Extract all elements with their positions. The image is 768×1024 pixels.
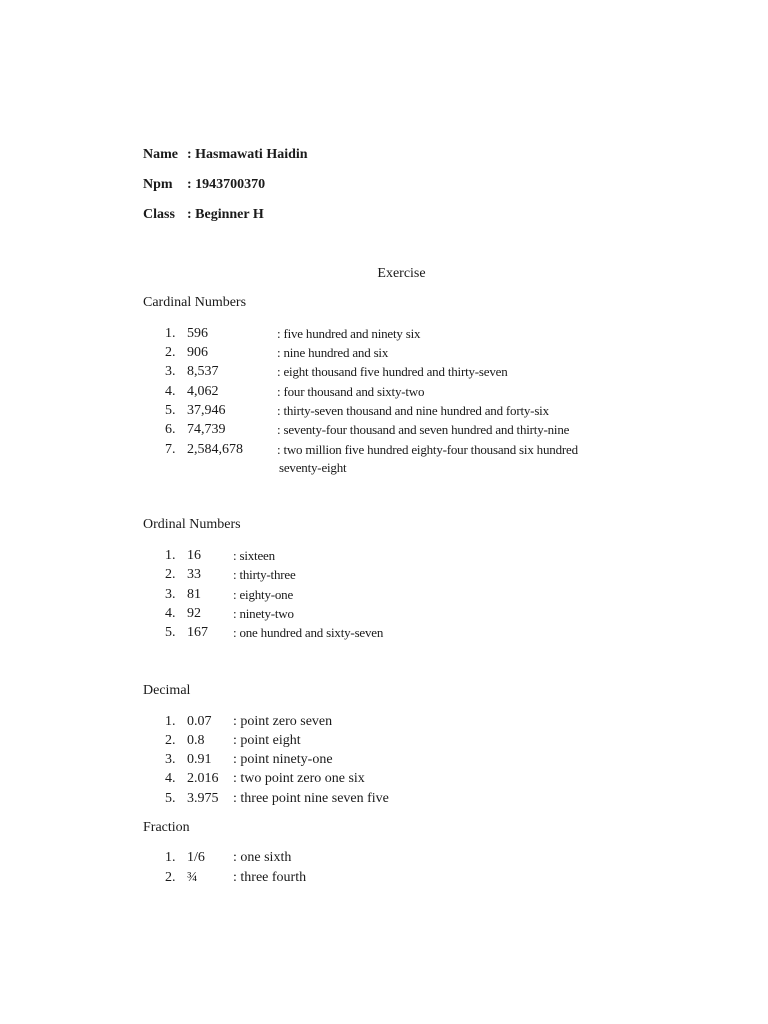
item-number: 2. <box>165 345 176 360</box>
item-value: 92 <box>187 606 201 621</box>
item-value: 33 <box>187 567 201 582</box>
item-number: 7. <box>165 442 176 457</box>
name-row <box>143 147 308 163</box>
item-number: 2. <box>165 567 176 582</box>
name-label: Name <box>143 147 178 162</box>
item-number: 4. <box>165 606 176 621</box>
item-number: 6. <box>165 422 176 437</box>
item-value: 2,584,678 <box>187 442 243 457</box>
ordinal-section-title: Ordinal Numbers <box>143 517 241 532</box>
item-value: 167 <box>187 625 208 640</box>
item-description: : point eight <box>233 733 301 748</box>
item-number: 5. <box>165 625 176 640</box>
item-description: : thirty-three <box>233 567 296 582</box>
item-description: : two million five hundred eighty-four thousand six hundred <box>277 442 578 457</box>
item-description: : point zero seven <box>233 714 333 729</box>
npm-row <box>143 177 266 193</box>
item-description: : one hundred and sixty-seven <box>233 625 384 640</box>
npm-value: : 1943700370 <box>187 177 266 192</box>
item-value: 3.975 <box>187 791 219 806</box>
item-number: 1. <box>165 850 176 865</box>
item-number: 5. <box>165 403 176 418</box>
item-description: : five hundred and ninety six <box>277 326 421 341</box>
decimal-section-title: Decimal <box>143 683 191 698</box>
exercise-title: Exercise <box>377 266 426 281</box>
class-row <box>143 207 264 223</box>
item-number: 1. <box>165 714 176 729</box>
item-description: : one sixth <box>233 850 292 865</box>
item-description: : eighty-one <box>233 587 294 602</box>
item-description: : ninety-two <box>233 606 294 621</box>
item-value: 906 <box>187 345 208 360</box>
cardinal-section-title: Cardinal Numbers <box>143 295 247 310</box>
item-description: : thirty-seven thousand and nine hundred and forty-six <box>277 403 549 418</box>
item-value: 1/6 <box>187 850 205 865</box>
npm-label: Npm <box>143 177 173 192</box>
item-value: ¾ <box>187 870 198 885</box>
fraction-section-title: Fraction <box>143 820 190 835</box>
item-description-continuation: seventy-eight <box>279 460 347 475</box>
item-description: : sixteen <box>233 548 275 563</box>
item-value: 4,062 <box>187 384 219 399</box>
item-value: 8,537 <box>187 364 219 379</box>
item-description: : seventy-four thousand and seven hundred and thirty-nine <box>277 422 570 437</box>
item-description: : eight thousand five hundred and thirty-seven <box>277 364 508 379</box>
item-description: : point ninety-one <box>233 752 333 767</box>
item-description: : nine hundred and six <box>277 345 389 360</box>
item-description: : three fourth <box>233 870 307 885</box>
item-number: 4. <box>165 384 176 399</box>
item-value: 596 <box>187 326 208 341</box>
item-number: 3. <box>165 364 176 379</box>
class-value: : Beginner H <box>187 207 264 222</box>
class-label: Class <box>143 207 175 222</box>
item-value: 81 <box>187 587 201 602</box>
item-number: 4. <box>165 771 176 786</box>
item-value: 0.91 <box>187 752 212 767</box>
item-value: 74,739 <box>187 422 226 437</box>
item-description: : four thousand and sixty-two <box>277 384 425 399</box>
item-description: : three point nine seven five <box>233 791 389 806</box>
item-number: 1. <box>165 326 176 341</box>
item-value: 37,946 <box>187 403 226 418</box>
item-value: 0.8 <box>187 733 205 748</box>
name-value: : Hasmawati Haidin <box>187 147 308 162</box>
item-number: 3. <box>165 752 176 767</box>
item-number: 2. <box>165 733 176 748</box>
item-value: 0.07 <box>187 714 212 729</box>
item-description: : two point zero one six <box>233 771 365 786</box>
item-value: 16 <box>187 548 201 563</box>
item-number: 3. <box>165 587 176 602</box>
item-number: 1. <box>165 548 176 563</box>
item-number: 5. <box>165 791 176 806</box>
item-number: 2. <box>165 870 176 885</box>
item-value: 2.016 <box>187 771 219 786</box>
